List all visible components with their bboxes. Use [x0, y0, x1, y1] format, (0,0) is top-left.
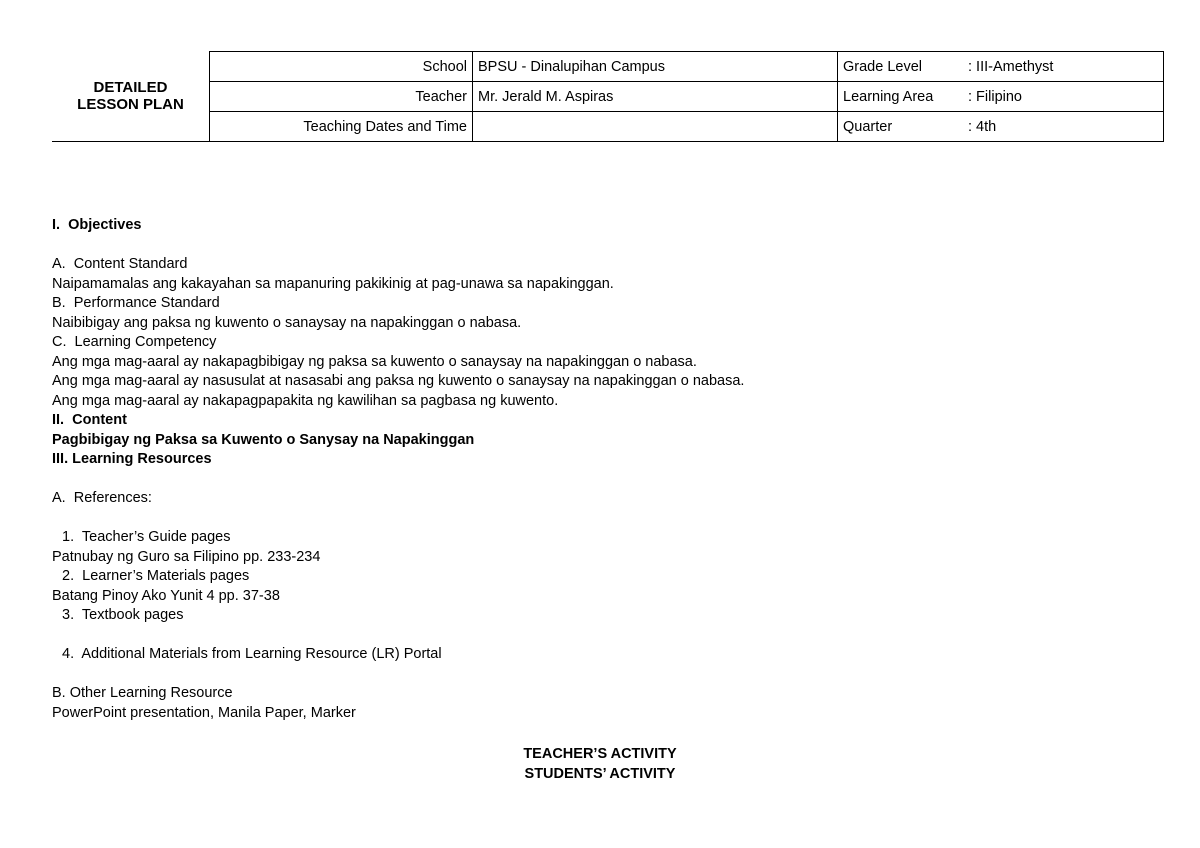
competency-item: Ang mga mag-aaral ay nakapagpapakita ng kawilihan sa pagbasa ng kuwento.	[52, 392, 559, 409]
dates-value	[473, 112, 838, 142]
info-table	[209, 51, 1164, 142]
resources-heading: III. Learning Resources	[52, 451, 212, 467]
other-resource-label: B. Other Learning Resource	[52, 685, 233, 701]
teacher-activity-heading: TEACHER’S ACTIVITY	[523, 746, 677, 762]
objectives-heading: I. Objectives	[52, 217, 142, 233]
performance-standard-label: B. Performance Standard	[52, 295, 220, 311]
lesson-plan-header	[52, 51, 1157, 142]
students-activity-heading: STUDENTS’ ACTIVITY	[524, 766, 676, 782]
dates-label: Teaching Dates and Time	[210, 112, 473, 142]
learners-materials-label: 2. Learner’s Materials pages	[62, 568, 250, 584]
teacher-value: Mr. Jerald M. Aspiras	[473, 82, 838, 112]
competency-item: Ang mga mag-aaral ay nasusulat at nasasabi ang paksa ng kuwento o sanaysay na napakinggan o nabasa.	[52, 373, 745, 389]
grade-level-label: Grade Level	[843, 58, 922, 75]
quarter-value: : 4th	[968, 118, 997, 135]
performance-standard-text: Naibibigay ang paksa ng kuwento o sanaysay na napakinggan o nabasa.	[52, 314, 522, 331]
document-title: DETAILED LESSON PLAN	[77, 79, 184, 113]
competency-label: C. Learning Competency	[52, 334, 217, 350]
school-value: BPSU - Dinalupihan Campus	[473, 52, 838, 82]
school-label: School	[210, 52, 473, 82]
table-row	[210, 52, 1164, 82]
table-row	[210, 112, 1164, 142]
additional-materials-label: 4. Additional Materials from Learning Resource (LR) Portal	[62, 646, 442, 662]
competency-item: Ang mga mag-aaral ay nakapagbibigay ng paksa sa kuwento o sanaysay na napakinggan o nabasa.	[52, 353, 697, 370]
teachers-guide-label: 1. Teacher’s Guide pages	[62, 529, 231, 545]
content-heading: II. Content	[52, 412, 127, 428]
quarter-cell	[838, 112, 1164, 142]
content-standard-label: A. Content Standard	[52, 256, 188, 272]
content-topic: Pagbibigay ng Paksa sa Kuwento o Sanysay na Napakinggan	[52, 431, 475, 448]
lesson-body	[52, 216, 1152, 723]
grade-level-cell	[838, 52, 1164, 82]
other-resource-value: PowerPoint presentation, Manila Paper, Marker	[52, 704, 356, 721]
grade-level-value: : III-Amethyst	[968, 58, 1054, 75]
teacher-label: Teacher	[210, 82, 473, 112]
table-row	[210, 82, 1164, 112]
quarter-label: Quarter	[843, 118, 893, 135]
content-standard-text: Naipamamalas ang kakayahan sa mapanuring pakikinig at pag-unawa sa napakinggan.	[52, 275, 614, 292]
teachers-guide-value: Patnubay ng Guro sa Filipino pp. 233-234	[52, 548, 321, 565]
textbook-label: 3. Textbook pages	[62, 607, 184, 623]
learning-area-cell	[838, 82, 1164, 112]
learning-area-value: : Filipino	[968, 88, 1022, 105]
learners-materials-value: Batang Pinoy Ako Yunit 4 pp. 37-38	[52, 587, 280, 604]
learning-area-label: Learning Area	[843, 88, 934, 105]
references-label: A. References:	[52, 490, 152, 506]
